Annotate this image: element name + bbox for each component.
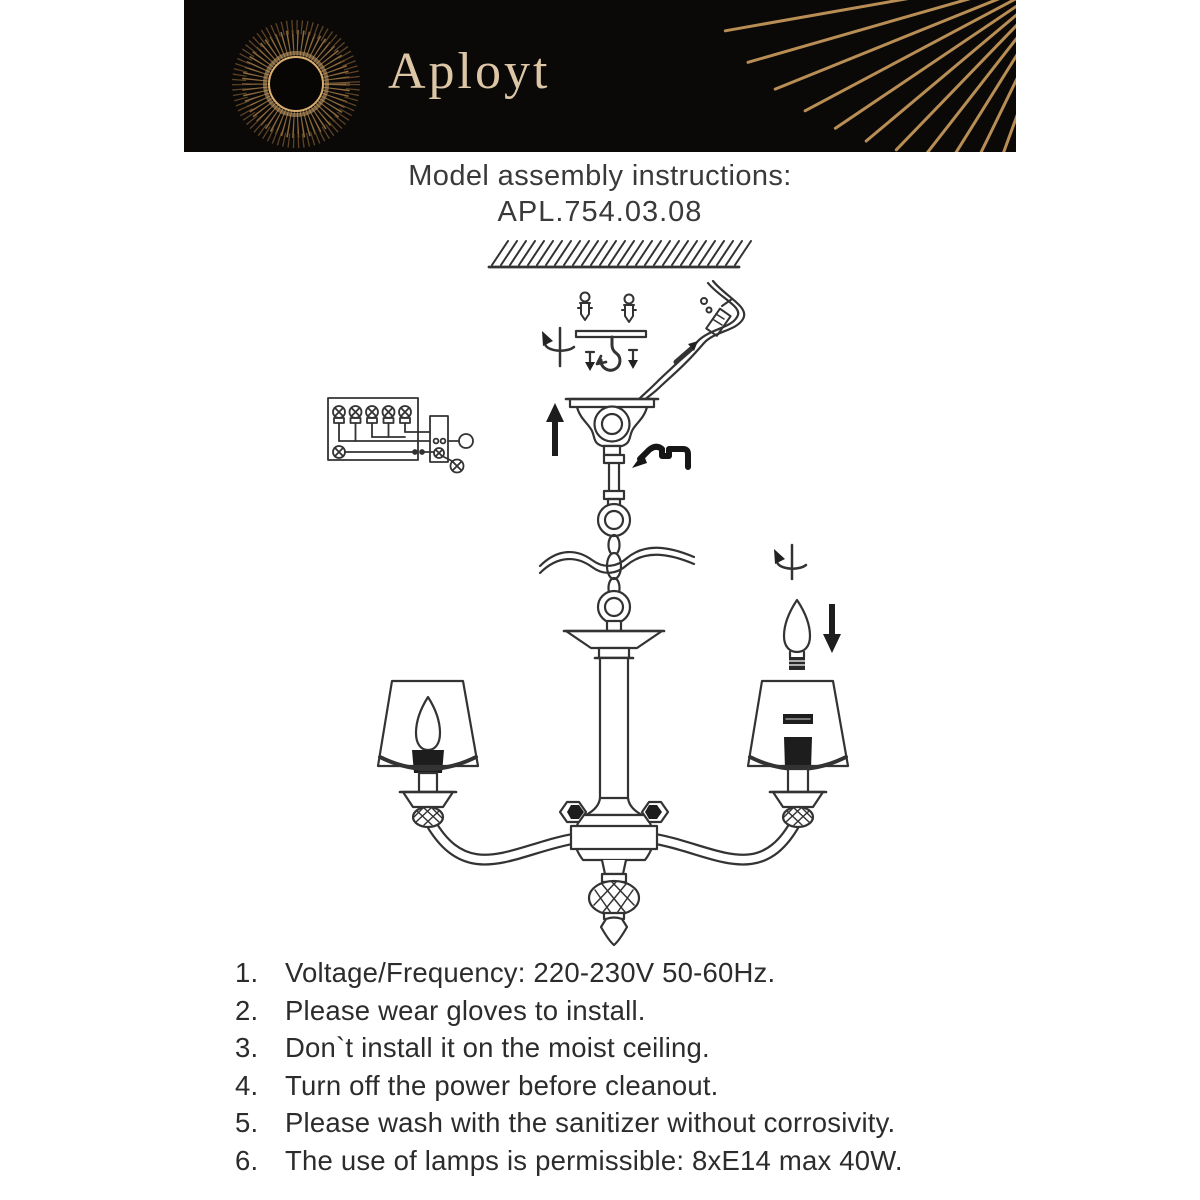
instruction-list <box>235 954 1135 1180</box>
crystal-bead-left <box>413 807 443 827</box>
instruction-item <box>235 1104 1135 1142</box>
instruction-number: 3. <box>235 1032 259 1064</box>
arm-nut-left <box>560 802 586 822</box>
instruction-item <box>235 1142 1135 1180</box>
mounting-screws <box>585 350 638 371</box>
mains-wire <box>638 281 744 403</box>
instruction-number: 6. <box>235 1144 259 1176</box>
hook-tool-icon <box>632 447 688 468</box>
ceiling-hatch <box>489 241 751 267</box>
instruction-number: 1. <box>235 957 259 988</box>
instruction-number: 5. <box>235 1107 259 1139</box>
lamp-left <box>378 681 478 827</box>
instruction-text: Turn off the power before cleanout. <box>285 1069 719 1101</box>
model-number: APL.754.03.08 <box>497 196 703 228</box>
center-hub <box>571 815 657 860</box>
candle-sleeve-right <box>788 769 808 792</box>
down-arrow <box>823 604 841 653</box>
spare-bulb <box>784 600 810 670</box>
hanging-rod <box>604 455 624 507</box>
bulb-left <box>412 697 444 773</box>
instruction-item <box>235 1029 1135 1067</box>
instruction-text: Voltage/Frequency: 220-230V 50-60Hz. <box>285 957 776 988</box>
instruction-number: 4. <box>235 1069 259 1101</box>
instruction-text: The use of lamps is permissible: 8xE14 max 40W. <box>285 1144 903 1176</box>
arm-right <box>650 820 797 860</box>
bobeche-left <box>400 792 456 807</box>
assembly-title: Model assembly instructions: <box>408 160 792 192</box>
chain <box>598 504 630 623</box>
arm-nut-right <box>642 802 668 822</box>
column <box>586 658 642 815</box>
arm-left <box>429 820 578 860</box>
rotate-icon <box>542 328 574 366</box>
connector-arrow <box>676 341 698 362</box>
instruction-item <box>235 992 1135 1030</box>
wiring-diagram <box>328 398 473 473</box>
instruction-text: Please wear gloves to install. <box>285 994 646 1026</box>
instruction-item <box>235 1067 1135 1105</box>
rotate-icon-bulb <box>774 545 806 579</box>
instruction-text: Please wash with the sanitizer without corrosivity. <box>285 1107 896 1139</box>
instruction-number: 2. <box>235 994 259 1026</box>
canopy <box>566 399 658 455</box>
center-finial <box>589 860 639 945</box>
socket-right <box>783 714 813 769</box>
candle-sleeve-left <box>419 773 437 792</box>
instruction-item <box>235 954 1135 992</box>
up-arrow <box>546 403 564 456</box>
brand-name: Aployt <box>388 43 551 100</box>
top-bobeche <box>564 621 664 658</box>
bobeche-right <box>770 792 826 807</box>
crystal-bead-right <box>783 807 813 827</box>
instruction-text: Don`t install it on the moist ceiling. <box>285 1032 710 1064</box>
anchor-bolts <box>578 293 636 323</box>
mounting-bracket <box>576 331 646 371</box>
ceiling-hook <box>597 337 620 370</box>
lamp-right <box>748 681 848 827</box>
